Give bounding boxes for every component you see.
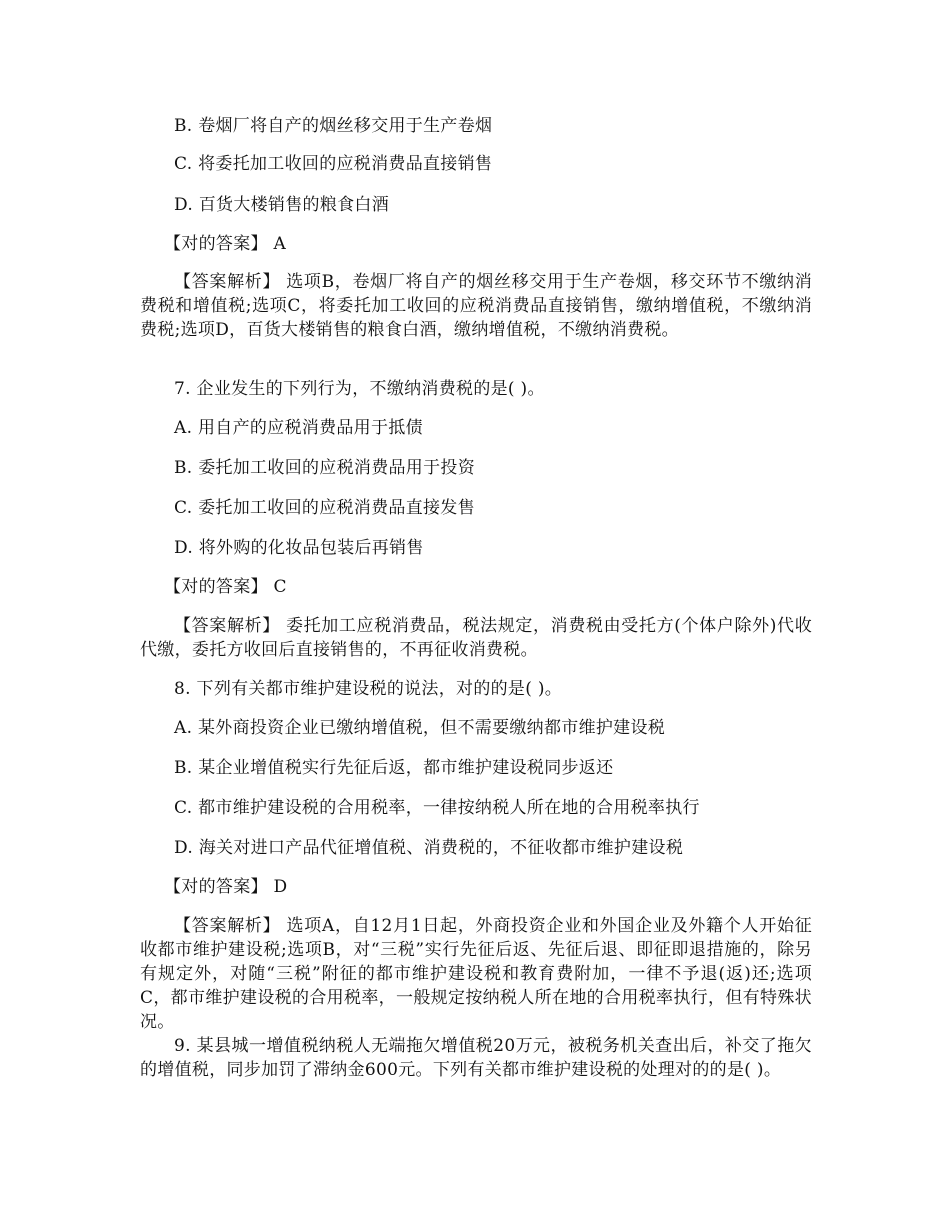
q8-option-a: A. 某外商投资企业已缴纳增值税，但不需要缴纳都市维护建设税 [174,718,666,738]
q8-stem: 8. 下列有关都市维护建设税的说法，对的的是( )。 [174,679,563,699]
q7-analysis: 【答案解析】 委托加工应税消费品，税法规定，消费税由受托方(个体户除外)代收代缴，委托方收回后直接销售的，不再征收消费税。 [140,616,812,660]
q7-option-b: B. 委托加工收回的应税消费品用于投资 [174,458,475,478]
q7-option-d: D. 将外购的化妆品包装后再销售 [174,538,424,558]
q6-option-c: C. 将委托加工收回的应税消费品直接销售 [174,154,493,174]
q8-option-b: B. 某企业增值税实行先征后返，都市维护建设税同步返还 [174,758,614,778]
q6-analysis: 【答案解析】 选项B，卷烟厂将自产的烟丝移交用于生产卷烟，移交环节不缴纳消费税和增值税;选项C，将委托加工收回的应税消费品直接销售，缴纳增值税，不缴纳消费税;选项D，百货大楼销售的粮食白酒，缴纳增值税，不缴纳消费税。 [140,272,812,340]
q7-stem: 7. 企业发生的下列行为，不缴纳消费税的是( )。 [174,379,545,399]
q7-answer: 【对的答案】 C [164,577,287,597]
q7-option-c: C. 委托加工收回的应税消费品直接发售 [174,498,475,518]
q6-answer: 【对的答案】 A [164,234,287,254]
q8-option-d: D. 海关对进口产品代征增值税、消费税的，不征收都市维护建设税 [174,838,684,858]
q6-option-d: D. 百货大楼销售的粮食白酒 [174,195,390,215]
q8-answer: 【对的答案】 D [164,877,288,897]
q6-option-b: B. 卷烟厂将自产的烟丝移交用于生产卷烟 [174,116,493,136]
q8-option-c: C. 都市维护建设税的合用税率，一律按纳税人所在地的合用税率执行 [174,798,700,818]
q7-option-a: A. 用自产的应税消费品用于抵债 [174,418,423,438]
q9-stem: 9. 某县城一增值税纳税人无端拖欠增值税20万元，被税务机关查出后，补交了拖欠的增值税，同步加罚了滞纳金600元。下列有关都市维护建设税的处理对的的是( )。 [140,1036,812,1080]
q8-analysis: 【答案解析】 选项A，自12月1日起，外商投资企业和外国企业及外籍个人开始征收都市维护建设税;选项B，对“三税”实行先征后返、先征后退、即征即退措施的，除另有规定外，对随“三税”附征的都市维护建设税和教育费附加，一律不予退(返)还;选项C，都市维护建设税的合用税率，一般规定按纳税人所在地的合用税率执行，但有特殊状况。 [140,916,812,1032]
